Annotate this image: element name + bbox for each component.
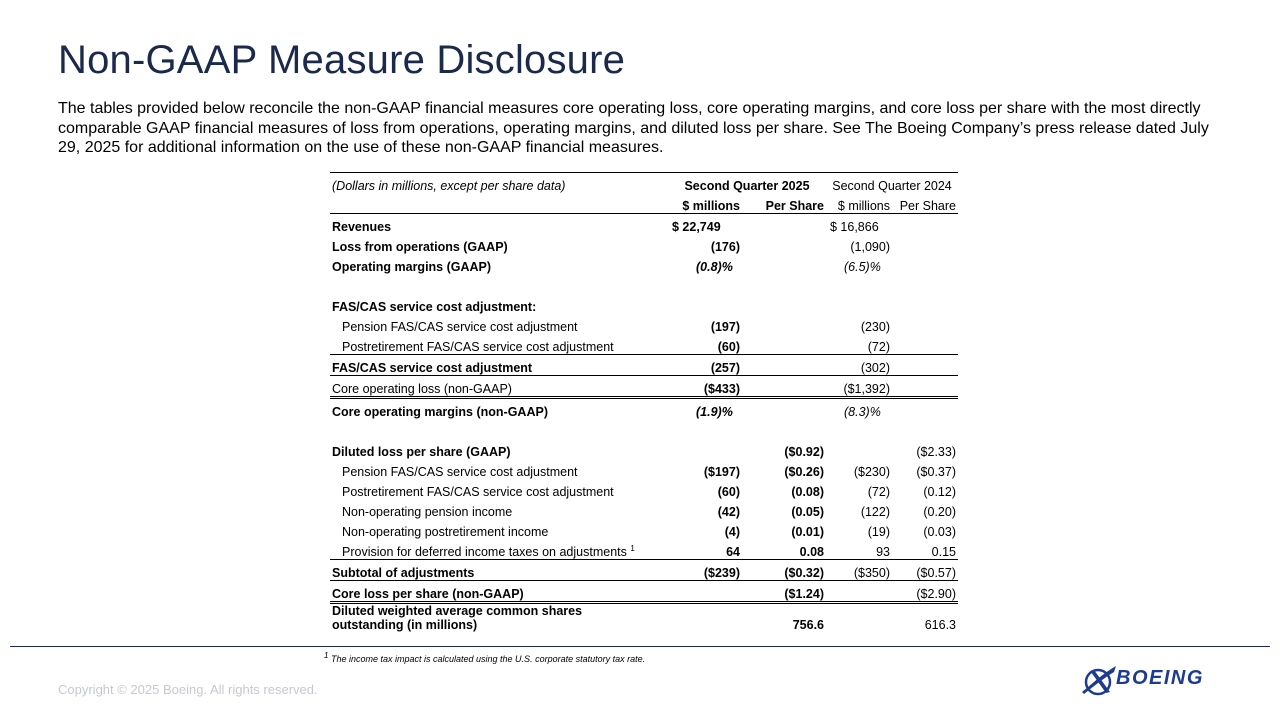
row-label: Pension FAS/CAS service cost adjustment: [342, 465, 578, 479]
table-row: [330, 294, 958, 314]
table-row: [330, 254, 958, 274]
page-title: Non-GAAP Measure Disclosure: [58, 38, 626, 82]
cell-value: (1.9)%: [696, 405, 733, 419]
period-2024-header: Second Quarter 2024: [826, 173, 958, 194]
cell-value: (1,090): [850, 240, 890, 254]
row-label: [330, 539, 668, 560]
cell-value: (19): [867, 525, 890, 539]
cell-value: ($0.37): [916, 465, 956, 479]
shares-label-line2: outstanding (in millions): [332, 618, 478, 632]
row-label: Revenues: [330, 214, 668, 235]
row-label: Postretirement FAS/CAS service cost adjustment: [330, 334, 668, 355]
cell-value: (0.01): [791, 525, 824, 539]
col-header: Per Share: [765, 199, 824, 213]
table-row: [330, 479, 958, 499]
period-2025-header: Second Quarter 2025: [668, 173, 826, 194]
row-label: Operating margins (GAAP): [332, 260, 492, 274]
cell-value: ($1.24): [742, 581, 826, 603]
cell-value: ($0.32): [742, 560, 826, 581]
cell-value: (42): [717, 505, 740, 519]
row-label: Loss from operations (GAAP): [332, 240, 508, 254]
table-row: [330, 355, 958, 376]
cell-value: ($433): [668, 376, 742, 398]
cell-value: ($350): [826, 560, 892, 581]
cell-value: 64: [668, 539, 742, 560]
col-header: $ millions: [682, 199, 740, 213]
cell-value: (0.20): [923, 505, 956, 519]
footnote-mark: 1: [324, 651, 329, 660]
table-row: [330, 539, 958, 560]
cell-value: ($1,392): [826, 376, 892, 398]
table-row: [330, 581, 958, 603]
footnote: [324, 651, 645, 664]
cell-value: ($197): [703, 465, 740, 479]
cell-value: 0.15: [892, 539, 958, 560]
col-header: Per Share: [899, 199, 956, 213]
cell-value: (72): [867, 485, 890, 499]
row-label: Core loss per share (non-GAAP): [330, 581, 668, 603]
table-row: [330, 603, 958, 633]
table-row: [330, 439, 958, 459]
cell-value: 616.3: [924, 618, 956, 632]
cell-value: $ 16,866: [826, 214, 892, 235]
cell-value: (0.05): [791, 505, 824, 519]
table-row: [330, 398, 958, 420]
row-label: Diluted loss per share (GAAP): [332, 445, 511, 459]
table-row: [330, 560, 958, 581]
row-label: Core operating loss (non-GAAP): [330, 376, 668, 398]
cell-value: (6.5)%: [844, 260, 881, 274]
cell-value: ($2.90): [892, 581, 958, 603]
reconciliation-table: [330, 172, 958, 632]
boeing-logo: [1080, 662, 1235, 700]
table-row: [330, 519, 958, 539]
row-label: Subtotal of adjustments: [330, 560, 668, 581]
table-header-row: [330, 173, 958, 194]
footnote-mark: 1: [630, 543, 635, 553]
row-label: Pension FAS/CAS service cost adjustment: [342, 320, 578, 334]
cell-value: (230): [860, 320, 890, 334]
section-header: FAS/CAS service cost adjustment:: [332, 300, 537, 314]
col-header: $ millions: [837, 199, 890, 213]
cell-value: (197): [710, 320, 740, 334]
row-label: Non-operating pension income: [342, 505, 513, 519]
cell-value: ($2.33): [916, 445, 956, 459]
cell-value: (302): [826, 355, 892, 376]
row-label: [330, 603, 668, 633]
row-label: Core operating margins (non-GAAP): [332, 405, 548, 419]
row-label: Postretirement FAS/CAS service cost adjustment: [342, 485, 614, 499]
cell-value: (8.3)%: [844, 405, 881, 419]
cell-value: (122): [860, 505, 890, 519]
table-row: [330, 234, 958, 254]
table-row: [330, 499, 958, 519]
cell-value: (0.8)%: [696, 260, 733, 274]
boeing-wordmark: BOEING: [1116, 667, 1204, 689]
cell-value: ($0.57): [892, 560, 958, 581]
cell-value: (60): [717, 485, 740, 499]
shares-label-line1: Diluted weighted average common shares: [332, 604, 583, 618]
cell-value: ($230): [853, 465, 890, 479]
cell-value: (0.08): [791, 485, 824, 499]
provision-label: Provision for deferred income taxes on adjustments: [342, 545, 627, 559]
cell-value: ($239): [668, 560, 742, 581]
cell-value: (4): [724, 525, 740, 539]
cell-value: (176): [710, 240, 740, 254]
boeing-symbol-icon: [1080, 662, 1120, 700]
cell-value: (257): [668, 355, 742, 376]
table-row: [330, 376, 958, 398]
cell-value: (72): [826, 334, 892, 355]
copyright: Copyright © 2025 Boeing. All rights reserved.: [58, 682, 318, 697]
cell-value: (0.12): [923, 485, 956, 499]
cell-value: ($0.26): [784, 465, 824, 479]
intro-paragraph: The tables provided below reconcile the non-GAAP financial measures core operating loss, core operating margins, and core loss per share with the most directly comparable GAAP financial measures of loss from operations, operating margins, and diluted loss per share. See The Boeing Company’s press release dated July 29, 2025 for additional information on the use of these non-GAAP financial measures.: [58, 100, 1209, 156]
cell-value: (0.03): [923, 525, 956, 539]
cell-value: (60): [668, 334, 742, 355]
footer-divider: [10, 646, 1270, 647]
cell-value: 0.08: [742, 539, 826, 560]
cell-value: ($0.92): [784, 445, 824, 459]
table-row: [330, 334, 958, 355]
table-row: [330, 214, 958, 235]
row-label: Non-operating postretirement income: [342, 525, 549, 539]
cell-value: $ 22,749: [668, 214, 742, 235]
table-caption: (Dollars in millions, except per share data): [330, 173, 668, 194]
cell-value: 756.6: [792, 618, 824, 632]
row-label: FAS/CAS service cost adjustment: [330, 355, 668, 376]
table-row: [330, 314, 958, 334]
table-subheader-row: [330, 193, 958, 214]
table-row: [330, 459, 958, 479]
cell-value: 93: [826, 539, 892, 560]
footnote-text: The income tax impact is calculated using the U.S. corporate statutory tax rate.: [330, 654, 646, 664]
